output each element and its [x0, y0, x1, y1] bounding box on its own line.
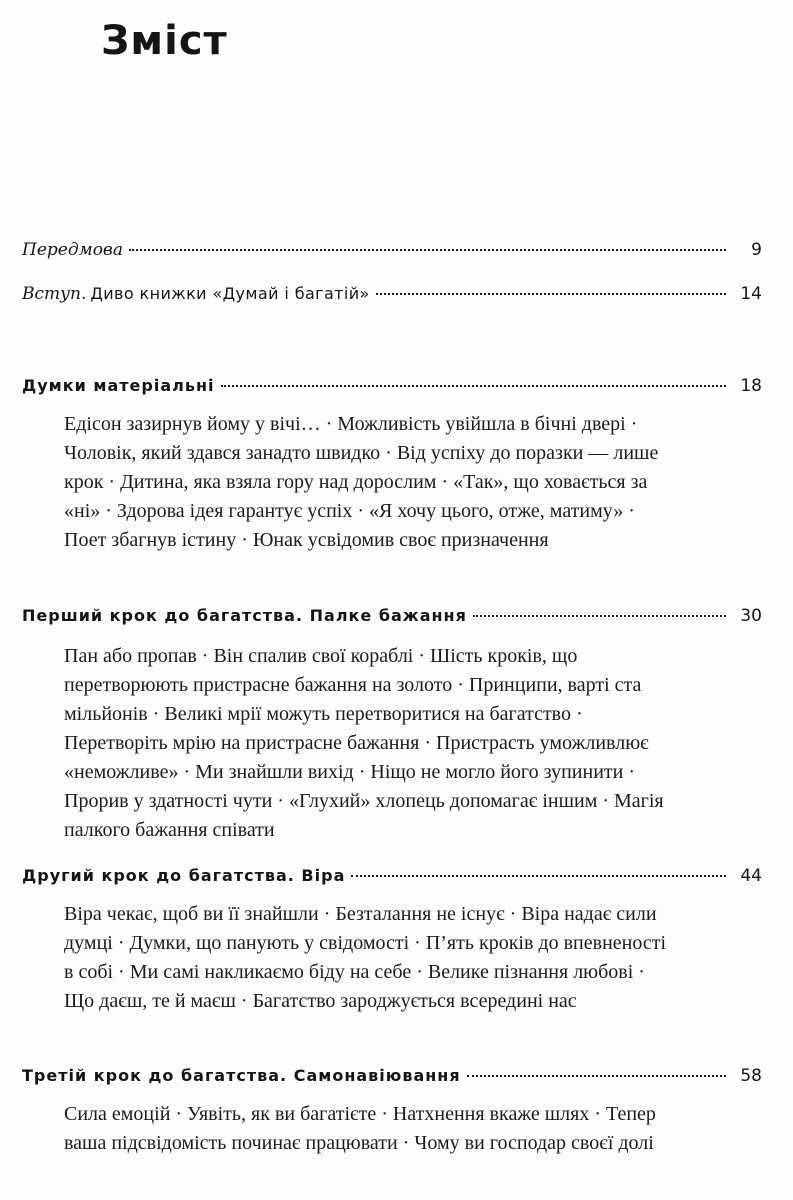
- toc-entry-label: [22, 284, 376, 304]
- toc-chapter-heading: [22, 1066, 762, 1096]
- toc-entry-page: 14: [740, 284, 762, 304]
- toc-entry-foreword: [22, 240, 762, 270]
- dot-leader: [467, 1075, 726, 1077]
- chapter-topics: Едісон зазирнув йому у вічі… · Можливість увійшла в бічні двері · Чоловік, який здався занадто швидко · Від успіху до поразки — лише крок · Дитина, яка взяла гору над дорослим · «Так», що ховається за «ні» · Здорова ідея гарантує успіх · «Я хочу цього, отже, матиму» · Поет збагнув істину · Юнак усвідомив своє призначення: [64, 413, 659, 551]
- toc-chapter-heading: [22, 866, 762, 896]
- chapter-page: 30: [740, 606, 762, 626]
- toc-entry-label-rest: Диво книжки «Думай і багатій»: [90, 284, 370, 303]
- dot-leader: [351, 875, 726, 877]
- chapter-topics: Віра чекає, щоб ви її знайшли · Безталання не існує · Віра надає сили думці · Думки, що панують у свідомості · П’ять кроків до впевненості в собі · Ми самі накликаємо біду на себе · Велике пізнання любові · Що даєш, те й маєш · Багатство зароджується всередині нас: [64, 903, 667, 1012]
- chapter-topics: Сила емоцій · Уявіть, як ви багатієте · Натхнення вкаже шлях · Тепер ваша підсвідомість починає працювати · Чому ви господар своєї долі: [64, 1103, 656, 1154]
- chapter-page: 18: [740, 376, 762, 396]
- toc-entry-label: Передмова: [22, 240, 123, 260]
- chapter-page: 58: [740, 1066, 762, 1086]
- chapter-page: 44: [740, 866, 762, 886]
- page-title: Зміст: [101, 18, 228, 64]
- toc-entry-label-italic: Вступ.: [22, 284, 87, 304]
- chapter-title: Третій крок до багатства. Самонавіювання: [22, 1066, 461, 1085]
- chapter-topics: Пан або пропав · Він спалив свої кораблі · Шість кроків, що перетворюють пристрасне бажання на золото · Принципи, варті ста мільйонів · Великі мрії можуть перетворитися на багатство · Перетворіть мрію на пристрасне бажання · Пристрасть уможливлює «неможливе» · Ми знайшли вихід · Ніщо не могло його зупинити · Прорив у здатності чути · «Глухий» хлопець допомагає іншим · Магія палкого бажання співати: [64, 645, 664, 841]
- dot-leader: [473, 615, 726, 617]
- chapter-title: Перший крок до багатства. Палке бажання: [22, 606, 467, 625]
- chapter-title: Думки матеріальні: [22, 376, 215, 395]
- dot-leader: [376, 293, 726, 295]
- toc-entry-intro: [22, 284, 762, 314]
- dot-leader: [129, 249, 726, 251]
- dot-leader: [221, 385, 726, 387]
- toc-chapter-heading: [22, 606, 762, 636]
- toc-entry-page: 9: [751, 240, 762, 260]
- chapter-title: Другий крок до багатства. Віра: [22, 866, 346, 885]
- toc-chapter-heading: [22, 376, 762, 406]
